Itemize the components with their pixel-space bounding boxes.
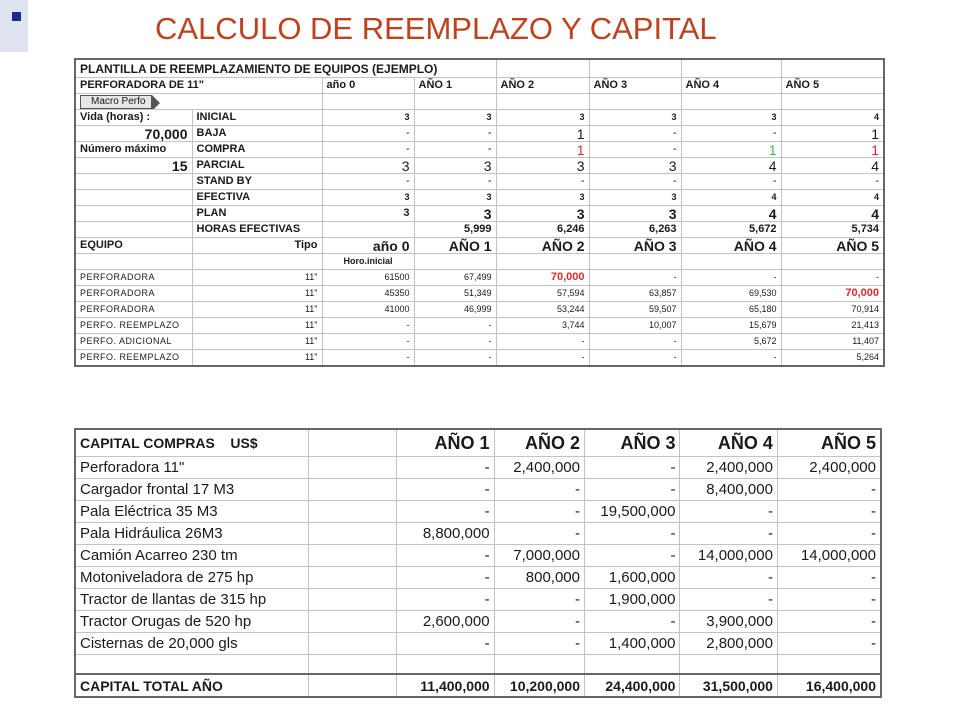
slide-bullet-icon <box>0 0 28 52</box>
year-header: AÑO 3 <box>589 78 681 94</box>
row-label: EFECTIVA <box>192 190 322 206</box>
row-plan: PLAN 3 3 3 3 4 4 <box>75 206 884 222</box>
year-header: AÑO 5 <box>781 78 884 94</box>
equipo-header-row: EQUIPO Tipo año 0 AÑO 1 AÑO 2 AÑO 3 AÑO 4 AÑO 5 <box>75 238 884 254</box>
table-row: PERFO. REEMPLAZO 11" - - - - - 5,264 <box>75 350 884 367</box>
row-stand-by: STAND BY - - - - - - <box>75 174 884 190</box>
table-row: Motoniveladora de 275 hp - 800,000 1,600,000 - - <box>75 567 881 589</box>
macro-row <box>75 94 884 110</box>
replacement-template-table <box>74 58 885 367</box>
table-row: Cisternas de 20,000 gls - - 1,400,000 2,800,000 - <box>75 633 881 655</box>
table-row: Tractor de llantas de 315 hp - - 1,900,000 - - <box>75 589 881 611</box>
row-label: PLAN <box>192 206 322 222</box>
capital-total-row: CAPITAL TOTAL AÑO 11,400,000 10,200,000 24,400,000 31,500,000 16,400,000 <box>75 674 881 697</box>
equipment-header-row <box>75 78 884 94</box>
row-label: PARCIAL <box>192 158 322 174</box>
tipo-header: Tipo <box>192 238 322 254</box>
row-compra: Número máximo COMPRA - - 1 - 1 1 <box>75 142 884 158</box>
total-label: CAPITAL TOTAL AÑO <box>75 674 308 697</box>
template-title: PLANTILLA DE REEMPLAZAMIENTO DE EQUIPOS (EJEMPLO) <box>75 59 496 78</box>
horo-inicial-row <box>75 254 884 270</box>
year-header: AÑO 2 <box>496 78 589 94</box>
table-row: PERFORADORA 11" 61500 67,499 70,000 - - - <box>75 270 884 286</box>
table-row: PERFO. ADICIONAL 11" - - - - 5,672 11,407 <box>75 334 884 350</box>
row-inicial: Vida (horas) : INICIAL 3 3 3 3 3 4 <box>75 110 884 126</box>
year-header: año 0 <box>322 78 414 94</box>
vida-value: 70,000 <box>75 126 192 142</box>
row-label: BAJA <box>192 126 322 142</box>
year-header: AÑO 4 <box>681 78 781 94</box>
row-baja: 70,000 BAJA - - 1 - - 1 <box>75 126 884 142</box>
currency-label: US$ <box>230 435 258 451</box>
macro-perfo-button[interactable]: Macro Perfo <box>80 95 152 109</box>
spacer-row <box>75 655 881 675</box>
table-row: Tractor Orugas de 520 hp 2,600,000 - - 3,900,000 - <box>75 611 881 633</box>
table-row: PERFORADORA 11" 45350 51,349 57,594 63,857 69,530 70,000 <box>75 286 884 302</box>
year-header: AÑO 1 <box>414 78 496 94</box>
vida-label: Vida (horas) : <box>75 110 192 126</box>
template-title-row <box>75 59 884 78</box>
table-row: Camión Acarreo 230 tm - 7,000,000 - 14,000,000 14,000,000 <box>75 545 881 567</box>
table-row: Perforadora 11" - 2,400,000 - 2,400,000 2,400,000 <box>75 457 881 479</box>
horo-inicial-label: Horo.inicial <box>322 254 414 270</box>
num-max-label: Número máximo <box>75 142 192 158</box>
row-label: HORAS EFECTIVAS <box>192 222 322 238</box>
capital-title: CAPITAL COMPRAS US$ <box>75 429 308 457</box>
row-parcial: 15 PARCIAL 3 3 3 3 4 4 <box>75 158 884 174</box>
row-horas-efectivas: HORAS EFECTIVAS 5,999 6,246 6,263 5,672 5,734 <box>75 222 884 238</box>
num-max-value: 15 <box>75 158 192 174</box>
page-title: CALCULO DE REEMPLAZO Y CAPITAL <box>155 11 717 46</box>
equipo-header: EQUIPO <box>75 238 192 254</box>
square-bullet-icon <box>12 12 21 21</box>
capital-header-row: CAPITAL COMPRAS US$ AÑO 1 AÑO 2 AÑO 3 AÑO 4 AÑO 5 <box>75 429 881 457</box>
row-efectiva: EFECTIVA 3 3 3 3 4 4 <box>75 190 884 206</box>
row-label: INICIAL <box>192 110 322 126</box>
table-row: PERFORADORA 11" 41000 46,999 53,244 59,507 65,180 70,914 <box>75 302 884 318</box>
table-row: Pala Eléctrica 35 M3 - - 19,500,000 - - <box>75 501 881 523</box>
table-row: PERFO. REEMPLAZO 11" - - 3,744 10,007 15,679 21,413 <box>75 318 884 334</box>
row-label: STAND BY <box>192 174 322 190</box>
row-label: COMPRA <box>192 142 322 158</box>
table-row: Cargador frontal 17 M3 - - - 8,400,000 - <box>75 479 881 501</box>
table-row: Pala Hidráulica 26M3 8,800,000 - - - - <box>75 523 881 545</box>
capital-purchases-table <box>74 428 882 698</box>
equipment-label: PERFORADORA DE 11" <box>75 78 322 94</box>
